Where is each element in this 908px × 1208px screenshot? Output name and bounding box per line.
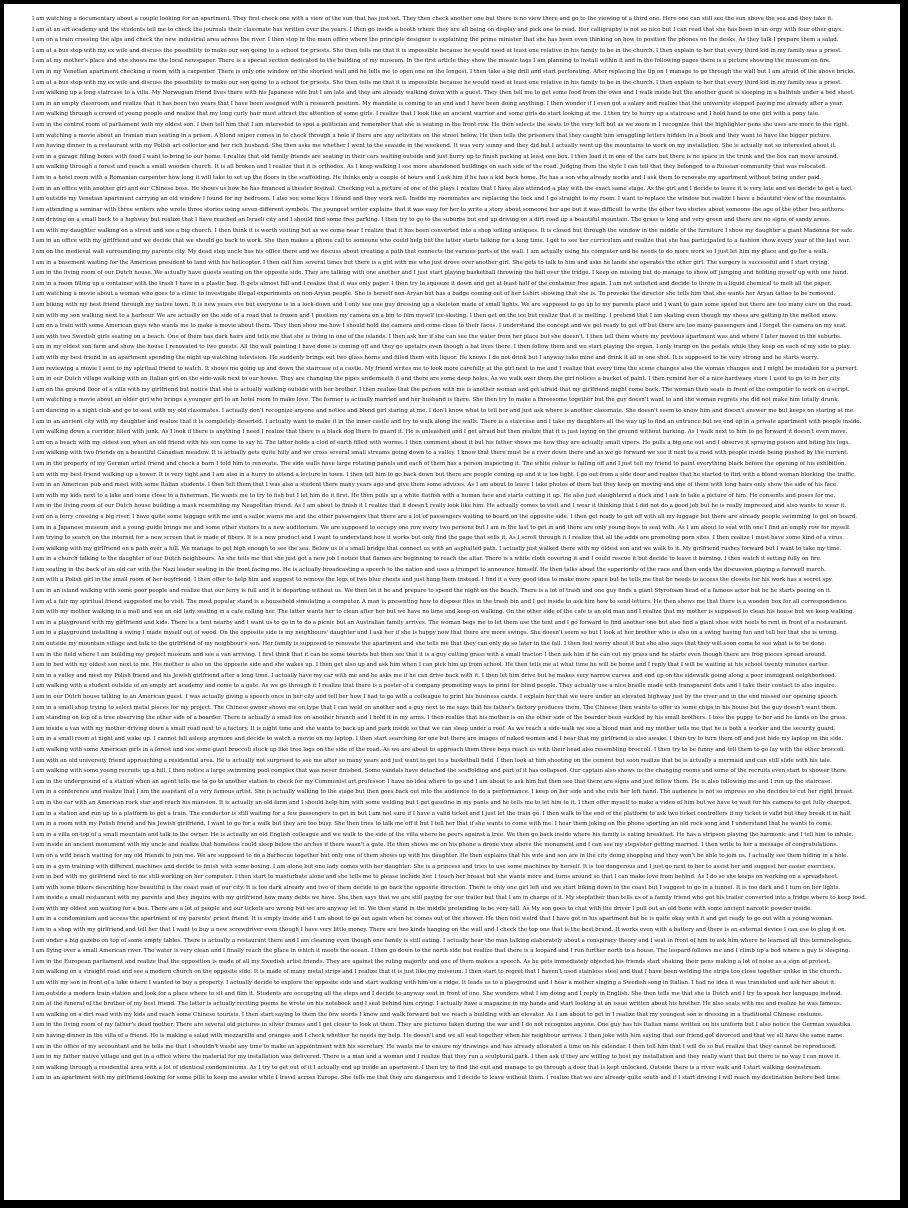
text-line: I am in an office with my girlfriend and we decide that we should go back to work. She then makes a phone call to someone who could help but the latter starts talking for a long time. I get to see her curriculum and realize that she has participated to a fashion show every year of the last war. bbox=[32, 238, 851, 245]
text-line: I am in my father native village and get in a office where the material for my installation was delivered. There is a man and a woman and I realize that they run a sculptural park. I then ask if they are willing to host my installation and they really want that but there is no way I can move it. bbox=[32, 1054, 841, 1061]
text-line: I am at a fair my spiritual friend suggested me to visit. The most popular stand is a household simulating a computer. A man is presenting how to dispose files in the trash bin and I get inside to ask him how to send letters. He then shows me that there is a wooden box for all correspondence. bbox=[32, 598, 848, 605]
text-line: I am under a big gazebo on top of some empty tables. There is actually a restaurant there and I am cleaning even though one family is still eating. I actually hear the man talking elaborately about a conspiracy theory and I seat in front of him to ask him where he learned all this terminologies. bbox=[32, 937, 852, 944]
text-line: I am having dinner in a restaurant with my Polish art collector and her rich husband. She then asks me whether I went to the seaside in the weekend. It was very sunny and they did but I actually went up the mountains to work on my installation. She is actually not so interested about it. bbox=[32, 143, 837, 150]
text-line: I am in an apartment with my girlfriend looking for some pills to keep me awake while I travel across Europe. She tells me that they are dangerous and I decide to leave without them. I realize that we are already quite south and if I start driving I will reach my destination before bed time. bbox=[32, 1075, 841, 1082]
text-line: I am trying to search on the internet for a new screen that is made of fibers. It is a new product and I want to understand how it works but only find the page that sells it. As I scroll through it I realize that all the adds are promoting porn sites. I then realize I must have some kind of a virus. bbox=[32, 535, 844, 542]
text-line: I am in a shop with my girlfriend and tell her that I want to buy a new screwdriver even though I have very little money. There are two kinds hanging on the wall and I check the top one that is the best brand. It works even with a battery and there is an external device I can use to plug it on. bbox=[32, 927, 847, 934]
text-line: I am inside an ancient monument with my uncle and realize that homeless could sleep below the arches if there wasn't a gate. He then shows me on his phone a drone view above the monument and I can see my stepsister getting married. I then write to her a message of congratulations. bbox=[32, 842, 838, 849]
text-line: I am on a wild beach waiting for my old friends to join me. We are supposed to do a barbecue together but only one of them shows up with his daughter. He then explains that his wife and son are in the city doing shopping and they won't be able to join us. I actually see them hiding in a hole. bbox=[32, 852, 849, 859]
text-line: I am in the living room of our Dutch house building a mask resembling my Neapolitan friend. As I am about to finish it I realize that it doesn't really look like him. He actually comes to visit and I wear it thinking that I did not do a good job but he is really impressed and also wants to wear it. bbox=[32, 503, 847, 510]
text-line: I am in a basement waiting for the American president to land with his helicopter. I then call him several times but there is a girl with me who just drove over another girl. She gets to talk to him and asks he lands she operates the other girl. The surgery is successful and I start crying. bbox=[32, 259, 830, 266]
text-line: I am with my mother walking in a mall and see an old lady seating in a cafe calling her. The latter wants her to clean after her but we have no time and keep on walking. On the other side of the cafe is an old man and I realize that my mother is supposed to clean his house but we keep walking. bbox=[32, 609, 855, 616]
text-line: I am in the car with an American rock star and reach his mansion. It is actually an old farm and I should help him with some welding but I get gasoline in my pants and he tells me to let him to it. I then offer myself to make a video of him but we have to wait for his camera to get fully charged. bbox=[32, 799, 852, 806]
text-line: I am dancing in a night club and go to seat with my old classmates. I actually don't recognize anyone and notice and blond girl staring at me. I don't know what to tell her and just ask where is another classmate. She doesn't seem to know him and doesn't answer me but keeps on staring at me. bbox=[32, 407, 855, 414]
text-line: I am in a conference and realize that I am the assistant of a very famous artist. She is actually walking to the stage but then goes back out into the audience to do a performance. I keep on her side and she cuts her left hand. The audience is not so impress so she decides to cut her right breast. bbox=[32, 789, 854, 796]
text-line: I am in our Dutch house talking to an American guest. I was actually giving a speech once in her city and tell her how I had to go with a colleague to print his business cards. I explain her that we were under an elevated highway just by the river and in the end missed our opening speech. bbox=[32, 694, 839, 700]
text-line: I am in an island walking with some poor people and realize that our ferry is full and it is departing without us. We then let it be and prepare to spend the night on the beach. There is a lot of trash and one guy finds a giant Styrofoam head of a famous actor but he he starts peeing on it. bbox=[32, 588, 832, 595]
text-line: I am outside my Venetian apartment carrying an old window I found for my bedroom. I also see some keys I found and they work well. Inside my roommates are replacing the lock and I go straight to my room. I want to replace the window but realize I have a beautiful view of the mountains. bbox=[32, 196, 847, 203]
text-line: I am in an American pub and meet with some Italian students. I then tell them that I was also a student there many years ago and give them some advices. As I am about to leave I take photos of them but they keep on moving and one of them with long hairs only show the side of his face. bbox=[32, 482, 838, 489]
text-line: I am in bed with my oldest son next to me. His mother is also on the opposite side and she wakes up. I then get also up and ask him when I can pick him up from school. He then tells me at what time he will be home and I reply that I will be waiting at his school twenty minutes earlier. bbox=[32, 662, 829, 669]
text-line: I am inside a small restaurant with my parents and they inquire with my girlfriend how many debts we have. She then says that we are still paying for our trailer but that I am in charge of it. My stepfather than tells us of a family friend who got his trailer converted into a fridge where to keep food. bbox=[32, 895, 867, 902]
text-line: I am with my oldest son waiting for a bus. There are a lot of people and our tickets are wrong but we are anyway let in. We then stand in the middle pretending to be very tall. As My son goes to chat with the driver I pull out an old bone with some ancient narcotic powder inside. bbox=[32, 905, 813, 912]
text-line: I am in a condominium and access the apartment of my parents' priest friend. It is empty inside and I am about to go out again when he comes out of the shower. He then feel weird that I have got in his apartment but he is quite okay with it and get ready to go out with a young woman. bbox=[32, 916, 833, 923]
text-line: I am attending a seminar with three writers who wrote three stories using seven different symbols. The youngest writer explains that it was easy for her to write a story about someone her age but it was difficult to write the other two stories about someone the age of the other two authors. bbox=[32, 206, 845, 213]
text-line: I am having dinner in the villa of a friend. He is making a salad with mozzarella and oranges and I check whether he needs my help. He doesn't and we all seat together when his neighbour arrives. I then joke with him saying that our friend got divorced and that we all have the same name. bbox=[32, 1033, 845, 1039]
text-line: I am walking with my girlfriend on a path over a hill. We manage to get high enough to see the sea. Below us is a small bridge that connect us with an asphalted path. I actually just walked there with my oldest son and we walk to it. My girlfriend rushes forward but I want to take my time. bbox=[32, 545, 842, 552]
text-line: I am with my daughter walking on a street and see a big church. I then think it is worth visiting but as we come near I realize that it has been converted into a shop selling antiques. It is closed but through the window in the middle of the furniture I show my daughter a giant Madonna for sale. bbox=[32, 227, 854, 234]
text-line: I am in the living room of my father's dead mother. There are several old pictures in silver frames and I get closer to look at them. They are pictures taken during the war and I do not recognize anyone. One guy has his Italian name written on his uniform but I also notice the German swastika. bbox=[32, 1022, 853, 1029]
text-line: I am in a playground with my girlfriend and kids. There is a tent nearby and I want us to go in to do a picnic but an Australian family arrives. The woman begs me to let them use the tent and I go forward to find another one but also find a giant shoe with heels to rent in front of a restaurant. bbox=[32, 619, 848, 626]
text-line: I am walking with a student outside of an empty art academy and come to a gate. As we go through it I realize that there is a poster of a company promoting ways to print for blind people. They actually use a nice braille made with transparent dots and I take their contact to also inquire. bbox=[32, 683, 837, 690]
text-line: I am with my best friend walking up a tower. It is very tight and I am also in a hurry to attend a lecture in town. I then tell him to go back down but there are people coming up and it is too tight. I go out from a side door and realize that he started to flirt with a blond woman blocking the traffic. bbox=[32, 471, 856, 478]
text-line: I am walking down a corridor filled with junk. As I look if there is anything I need I realize that there is a black dog there to guard it. He is unleashed and I get afraid but then realize that it is just laying on the ground without barking. As I walk next to him to go forward it doesn't even move. bbox=[32, 429, 848, 436]
text-line: I am in the control room of parliament with my oldest son. I then tell him that I am interested to spot a politician and remember that she is seating in the front row. He then selects the seats to the very left but as we zoom in I recognize that the highlighter pens she uses are more to the right. bbox=[32, 121, 849, 128]
text-line: I am on a beach with my oldest son when an old friend with his son come to say hi. The latter holds a clod of earth filled with worms. I then comment about it but his father shows me how they are actually small vipers. He pulls a big one out and I observe it spraying poison and biting his legs. bbox=[32, 439, 851, 446]
text-line: I am in a station and run up to a platform to get a train. The conductor is still waiting for a few passengers to get in but I am not sure if I have a valid ticket and I just let the train go. I then walk to the end of the platform to ask two ticket controllers if my ticket is valid but they break it in half. bbox=[32, 810, 852, 817]
text-line: I am in a small room at night and wake up. I cannot fall asleep anymore and decide to watch a movie on my laptop. I then start searching for one but there are images of naked women and I hear that my girlfriend is also awake. I then try to turn them off and just hide my laptop on the side. bbox=[32, 736, 844, 743]
text-line: I am standing on top of a tree observing the other side of a boarder. There is actually a small fox on another branch and I hold it in my arms. I then realize that his mother is on the other side of the boarder been suckled by his small brothers. I toss the puppy to her and he lands on the grass. bbox=[32, 715, 848, 722]
text-line: I am on the ground floor of a villa with my girlfriend but notice that she is actually walking outside with her brother. I then realize that the person with me is another woman and get afraid that my girlfriend might come back. The woman then seats in front of the computer to work on a script. bbox=[32, 386, 850, 393]
text-line: I am in the living room of our Dutch house. We actually have guests seating on the opposite side. They are talking with one another and I just start playing basketball throwing the ball over the fridge. I keep on missing but do manage to show off jumping and holding myself up with one hand. bbox=[32, 270, 849, 277]
text-line: I am watching a documentary about a couple looking for an apartment. They first check one with a view of the sun that has just set. They then check another one but there is no view there and go to the viewing of a third one. Here one can still see the sun above the sea and they take it. bbox=[32, 16, 834, 22]
text-line: I am walking on a dirt road with my kids and reach some Chinese tourists. I then start saying to them the few words I know and walk forward but we reach a building with an elevator. As I am about to get in I realize that my youngest son is dressing in a traditional Chinese costume. bbox=[32, 1011, 823, 1018]
document-page bbox=[4, 4, 900, 1200]
text-lines bbox=[32, 14, 894, 1084]
text-line: I am reviewing a movie I sent to my spiritual friend to watch. It shows me going up and down the staircase of a castle. My friend writes me to look more carefully at the girl next to me and I realize that every time the scene changes also the woman changes and I might be mistaken for a pervert. bbox=[32, 365, 859, 372]
text-line: I am walking with some young recruits up a hill. I then notice a large swimming pool complex that was never finished. Some vandals have detached the scaffolding and part of it has collapsed. Our captain also shows us the changing rooms and some of the recruits even start to shower there. bbox=[32, 768, 848, 775]
text-line: I am on the medieval wall surrounding my parents city. My dead step uncle has his office there and we discuss about creating a path that connects the various parts of the wall. I am actually using his computer and he needs to do more work so I just let him my place and go for a walk. bbox=[32, 249, 829, 256]
text-line: I am driving on a small back to a highway but realize that I have reached an Israeli city and I should find some free parking. I then try to go to the suburbs but end up driving on a dirt road up a beautiful mountain. The grass is long and very green and there are no signs of sandy areas. bbox=[32, 217, 831, 224]
text-line: I am outside my mountain village and talk to the girlfriend of my neighbour's son. Her family is supposed to renovate the apartment and she tells me that they can only do so later in the fall. I then feel worry about it but she also says that they will soon come to see what is to be done. bbox=[32, 641, 827, 648]
text-line: I am in my oldest son farm and show the house I renovated to two guests. All the wall painting I have done is coming off and they go upstairs even though a bat lives there. I then follow them and we start playing the organ. I only tramp on the pedals while they keep on each of my side to play. bbox=[32, 344, 851, 351]
text-line: I am in a Japanese museum and a young guide brings me and some other visitors to a new auditorium. We are supposed to occupy one row every two persons but I am in the last to get in and there are only young boys to seat with. As I am about to seat with one I find an empty row for myself. bbox=[32, 524, 851, 531]
text-line: I am walking through a crowd of young people and realize that my long curly hair must attract the attention of some girls. I realize that I look like an ancient warrior and some girls do start looking at me. I then try to hurry up a staircase and I hold hand to one girl with a pony tale. bbox=[32, 111, 820, 118]
text-line: I am with some bikers describing how beautiful is the coast road of our city. It is too dark already and two of them decide to go back the opposite direction. There is only one girl left and we start biking down to the coast but I suggest to go in a tunnel. It is too dark and I turn on her lights. bbox=[32, 884, 841, 891]
text-line: I am at a bus stop with my ex wife and discuss the possibility to make our son going to a school for priests. She then tells me that it is impossible because he would need at least one relative in his family to be in the church. I then explain to her that every third kid in my family was a priest. bbox=[32, 79, 843, 86]
text-line: I am on a ferry crossing a big river. I have quite some luggage with me and a sailor warns me and the other passengers that there are a lot of passengers waiting to board on the opposite side. I then get ready to get off with all my luggage but there are already people swimming to get on board. bbox=[32, 513, 857, 520]
text-line: I am in my Venetian apartment checking a room with a carpenter. There is only one window on the shortest wall and he tells me to open one on the longest. I then take a big drill and start perforating. After replacing the tip on I manage to go through the wall but I am afraid of the above bricks. bbox=[32, 68, 856, 75]
text-line: I am with my son in front of a lake where I wanted to buy a property. I actually decide to explore the opposite side and start walking with him on a ridge. It leads us to a playground and I hear a mother singing a Swedish song in Italian. I had no idea it was translated and ask her about it. bbox=[32, 980, 836, 987]
text-line: I am walking through a forest and reach a small wooden church. It is all broken and I realize that it is orthodox. As I keep walking I see more abandoned buildings on each side of the road. Judging from the style I can tell that they belonged to a Russian community that was relocated. bbox=[32, 164, 827, 171]
text-line: I am in a villa on top of a small mountain and talk to the owner. He is actually an old English colleague and we walk to the side of the villa where he peers against a tree. We then go back inside where his family is eating breakfast. He has a stripson playing the harmonic and I tell him to inhale. bbox=[32, 831, 854, 838]
text-line: I am in a church talking to the daughter of our Dutch neighbours. As she tells me that she just got a new job I notice that flames are beginning to reach the altar. There is a white cloth covering it and I could rescue it but decide to leave it burning. I then watch it setting fully on fire. bbox=[32, 556, 822, 563]
text-line: I am flying over a small American river. The water is very clean and I finally reach the place in which it meets the ocean. I then go down to the north side but realize that there is a leopard and I run further north to a house. The leopard follows me and I climb up a bed where a guy is sleeping. bbox=[32, 948, 851, 955]
text-line: I am in an ancient city with my daughter and realize that it is completely deserted. I actually want to make it in the inner castle and try to walk along the walls. There is a staircase and I take my daughters all the way up to find an entrance but we end up in a private apartment with people inside. bbox=[32, 418, 862, 425]
text-line: I am on a train with some American guys who wants me to make a movie about them. They then show me how I should hold the camera and come close to their faces. I understand the concept and we get ready to get off but there are too many passengers and I forget the camera on my seat. bbox=[32, 323, 848, 330]
text-line: I am walking through a residential area with a lot of identical condominiums. As I try to get out of it I actually end up inside an apartment. I then try to find the exit and manage to go through a door that is kept unlocked. Outside there is a river walk and I start walking downstream. bbox=[32, 1064, 822, 1071]
text-line: I am walking up a long staircase to a villa. My Norwegian friend lives there with his Japanese wife but I am late and they are already walking down with a guest. They then tell me to get some food from the oven and I walk inside but the another guest is sleeping in a bathtub under a bed sheet. bbox=[32, 90, 855, 97]
text-line: I am in bed with my girlfriend next to me still working on her computer. I then start to masturbate alone and she tells me to please include her. I touch her breast but she wants more and turns around so that I can make love from behind. As I do so she keeps on working on a spreadsheet. bbox=[32, 874, 839, 881]
text-line: I am at the funeral of the brother of my best friend. The latter is actually reciting poems he wrote on his notebook and I seat behind him crying. I actually have a magazine in my hands and start looking at an issue written about his brother. He also seats with me and realize he was famous. bbox=[32, 1001, 842, 1008]
text-line: I am in a small shop trying to select metal pieces for my project. The Chinese owner shows me on type that I can weld on another and a guy next to me says that his father's factory produces them. The Chinese then wants to offer us some chips in his house but the guy doesn't want them. bbox=[32, 704, 838, 711]
text-line: I am walking on a straight road and see a modern church on the opposite side. It is made of many metal strips and I realize that it is just like my museum. I then start to regret that I haven't used stainless steel and that I have been welding the strips too close together unlike in the church. bbox=[32, 969, 842, 976]
text-line: I am with my son walking next to a harbour. We are actually on the side of a road that is frozen and I position my camera on a bin to film myself ice-skating. I then get on the ice but realize that it is melting. I pretend that I am skating even though my shoes are getting in the melted snow. bbox=[32, 312, 838, 319]
text-line: I am in the underground of a station when an agent tells me to go to another station to check for my Communist art professor. I have no idea where to go and I am about to ask him but then see that there are signs and just follow them. He is also following me and I run up the staircase. bbox=[32, 778, 833, 785]
text-line: I am at a bus stop with my ex wife and discuss the possibility to make our son going to a school for priests. She then tells me that it is impossible because he would need at least one relative in his family to be in the church. I then explain to her that every third kid in my family was a priest. bbox=[32, 47, 843, 54]
text-line: I am walking with some American girls in a forest and see some giant broccoli stuck up like tree logs on the side of the road. As we are about to approach them three boys reach us with their head also resembling broccoli. I then try to be funny and tell them to go lay with the other broccoli. bbox=[32, 746, 846, 753]
text-line: I am in the property of my German artist friend and check a barn I told him to renovate. The side walls have large rotating panels and each of them has a person inspecting it. The white colour is falling off and I just tell my friend to paint everything black before the opening of his exhibition. bbox=[32, 460, 847, 467]
text-line: I am outside a modern train station and look for a place where to sit and film it. Students are occupying all the steps and I decide to anyway seat in front of one. She wonders what I am doing and I reply in English. She then tells me that she is Dutch and I try to speak her language instead. bbox=[32, 990, 843, 997]
text-line: I am in a playground installing a swing I made myself out of wood. On the opposite side is my neighbours' daughter and I ask her if she is happy now that there are more swings. She doesn't seem so but I look at her brother who is also on a swing having fun and tell her that she is wrong. bbox=[32, 630, 839, 637]
text-line: I am with my kids next to a lake and come close to a fisherman. He wants me to try to fish but I let him do it first. He then pulls up a white flatfish with a human face and starts cutting it up. He also just slaughtered a duck and I ask to take a picture of him. He consents and poses for me. bbox=[32, 492, 836, 499]
text-line: I am in our Dutch village walking with an Italian girl on the side-walk next to our house. They are changing the pipes underneath it and there are some deep holes. As we walk over them the girl notices a bucket of paint. I then remind her of a nice hardware store I used to go to in her city. bbox=[32, 376, 841, 383]
text-line: I am at an art academy and the students tell me to check the journals their classmate has written over the years. I then go inside a booth where they are all being on display and pick one to read. Her calligraphy is not so nice but I can read that she has been in an orgy with four other guys. bbox=[32, 26, 843, 33]
text-line: I am with two Swedish girls seating on a beach. One of them has dark hairs and tells me that she is living in one of the islands. I then ask her if she can see the water from her place but she doesn't. I then tell them where my previous apartment was and where I later moved in the suburbs. bbox=[32, 333, 842, 340]
text-line: I am with a Polish girl in the small room of her boyfriend. I then offer to help him and suggest to remove the legs of two blue chests and just hang them instead. I find it a very good idea to make more space but he tells me that he needs to access the closets for his work has a secret spy. bbox=[32, 577, 833, 584]
text-line: I am in a garage filling boxes with food I want to bring to our home. I realize that old family friends are seating in their cars waiting outside and just hurry up to finish packing at least one box. I then load it in one of the cars but there is no space in the trunk and the box can move around. bbox=[32, 153, 839, 160]
text-line: I am with an old university friend approaching a residential area. He is actually not surprised to see me after so many years and just want to get to a basketball field. I then look at him shooting on the cement but soon realize that he is actually a mermaid and can still slide with his tale. bbox=[32, 757, 832, 764]
text-line: I am walking with two friends on a beautiful Canadian meadow. It is actually gets quite hilly and we cross several small streams going down to a valley. I know that there must be a river down there and as we go forward we see it next to a road with people inside being pushed by the current. bbox=[32, 450, 849, 457]
text-line: I am seating in the back of an old car with the Nazi leader seating in the front facing me. He is actually broadcasting a speech to the nation and uses a trumpet to announce himself. He then talks about the superiority of the race and then ends the discussion playing a farewell march. bbox=[32, 566, 826, 573]
text-line: I am in an office with another girl and our Chinese boss. He shows us how he has financed a theater festival. Checking out a picture of one of the plays I realize that I have also attended a play with the exact same stage. As the girl and I decide to leave it is very late and we decide to get a taxi. bbox=[32, 185, 853, 192]
text-line: I am in a room with my Polish friend and his Jewish girlfriend. I want to go for a walk but they are too busy. She then tries to talk me off it but I tell her that if she wants to come with me. I hear them joking on the phone sporting an old rock song and I understand that he wants to come. bbox=[32, 821, 833, 828]
text-line: I am in the European parliament and realize that the opposition is made of all my Swedish artist friends. They are against the ruling majority and one of them makes a speech. As he gets immediately objected his friends start shaking their pens making a lot of noise as a sign of protest. bbox=[32, 958, 831, 965]
text-line: I am in an empty classroom and realize that it has been two years that I have been assigned with a research position. My mandate is coming to an end and I have been doing anything. I then wonder if I even got a salary and realize that the university stopped paying me already after a year. bbox=[32, 100, 844, 107]
text-line: I am in the office of my accountant and he tells me that I shouldn't waste any time to make an appointment with his secretary. He wants me to ensure my drawings and has already allocated a time on his calendar. I then tell him that I will do so but realize that they cannot be reproduced. bbox=[32, 1043, 837, 1050]
text-line: I am biking with my best friend through my native town. It is new years eve but everyone is in a lock-down and I only see one guy dressing up a skeleton made of small lights. We are supposed to go up to my parents place and I want to gain some speed but there are too many cars on the road. bbox=[32, 302, 853, 309]
text-line: I am inside a van with my mother driving down a small road next to a factory. It is night time and she wants to back up and park inside so that we can sleep under a roof. As we reach a side-walk we see a blond man and my mother tells me that he is both a worker and the security guard. bbox=[32, 725, 836, 732]
text-line: I am watching a movie about a woman who goes to a clinic to investigate illegal experiments on non-Aryan people. She is herself non-Aryan but has a badge coming out of her t-shirt showing that she is. To provoke the director she tells him that she wants her Aryan tattoo to be removed. bbox=[32, 291, 836, 298]
text-line: I am in a gym training with different machines and decide to finish with some boxing. I am alone but one lady comes with her daughter. She is a princess and tries to use some machines by herself. It is too dangerous and I just go next to her to assist her and suggest her easier exercises. bbox=[32, 863, 836, 870]
text-line: I am at my mother's place and she shows me the local newspaper. There is a special section dedicated to the building of my museum. In the first article they show the mosaic tags I am planning to install within it and in the following pages there is a picture showing the museum on fire. bbox=[32, 58, 831, 65]
text-line: I am in the field where I am building my project museum and see a van arriving. I first think that it can be some tourists but then see that it is a guy cutting grass with a small tractor. I then ask him if he can cut my grass and he starts even though there are frog pieces spread around. bbox=[32, 651, 827, 658]
text-line: I am on a train crossing the alps and check the new industrial area across the river. I then stop in the main office where the principle designer is explaining the prime minister that she has been even thinking on how to position the phones on the desks. As they talk I prepare them a salad. bbox=[32, 37, 839, 44]
text-line: I am in a room filling up a container with the trash I have in a plastic bag. It gets almost full and I realize that it was only paper. I then try to squeeze it down and get at least half of the container free again. I am not satisfied and decide to throw in a liquid chemical to melt all the paper. bbox=[32, 280, 832, 287]
text-line: I am in a valley and meet my Polish friend and his Jewish girlfriend after a long time. I actually have my car with me and he asks me if he can drive back with it. I then let him drive but he makes very narrow curves and end up on the sidewalk going along a poor immigrant neighborhood. bbox=[32, 672, 837, 679]
text-line: I am with my best friend in an apartment spending the night up watching television. He suddenly brings out two glass horns and filled them with liquor. He knows I do not drink but I anyway take mine and drink it all in one shot. It is supposed to be very strong and he starts worry. bbox=[32, 355, 819, 361]
text-line: I am in a hotel room with a Romanian carpenter how long it will take to set up the floors in the scaffolding. He thinks only a couple of hours and I ask him if he has a kid back home. He has a son who already works and I ask them to renovate my apartment without being under paid. bbox=[32, 174, 822, 181]
text-line: I am watching a movie about an older girl who brings a younger girl to an hotel room to make love. The former is actually married and her husband is there. She then try to make a threesome together but the guy doesn't want to and the woman regrets she did not make him totally drunk. bbox=[32, 397, 840, 404]
text-line: I am watching a movie about an Iranian man seating in a prison. A blond sniper comes in to check through a hole if there are any activities on the street below. He then tells the prisoners that they caught him smuggling letters hidden in a book and they want to have the bigger picture. bbox=[32, 132, 832, 139]
